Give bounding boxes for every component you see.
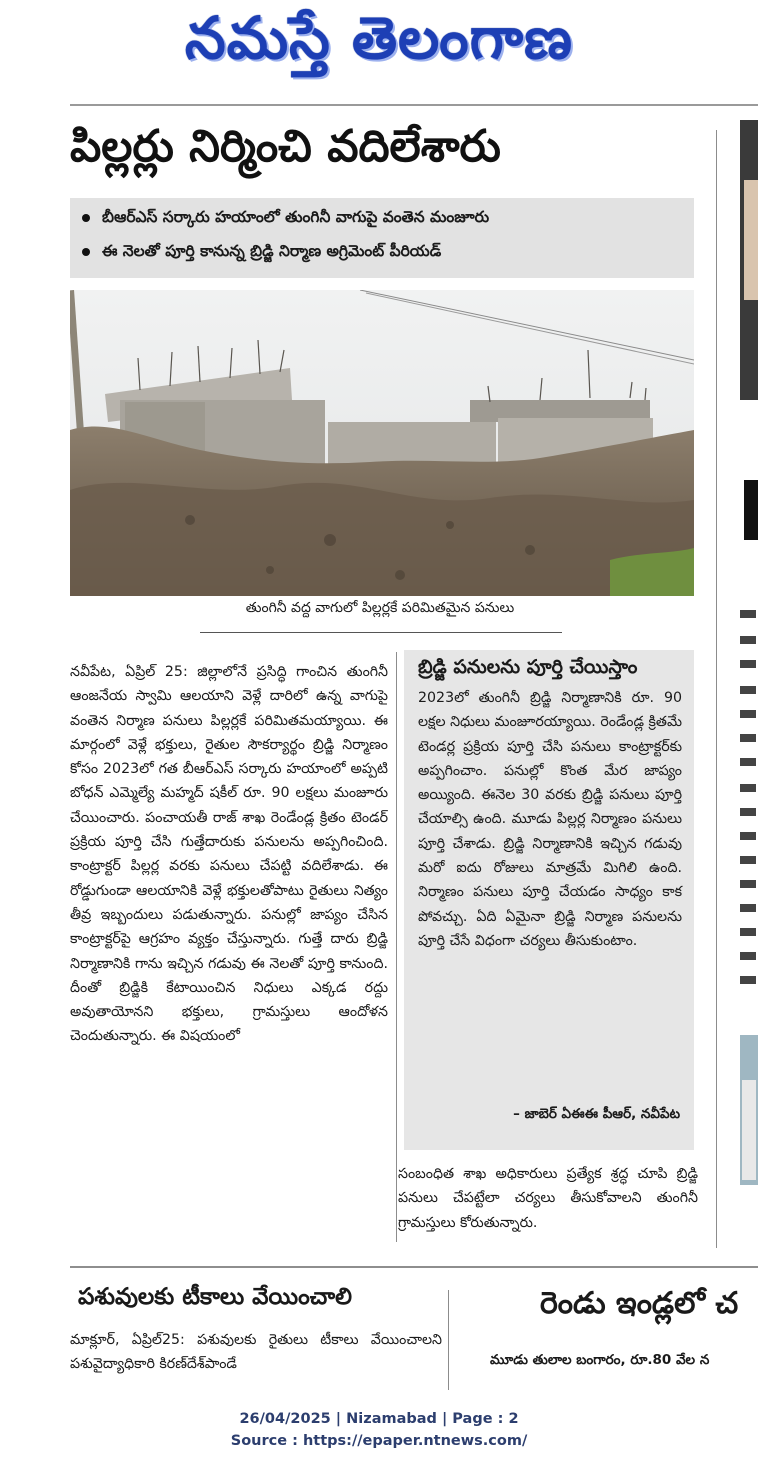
article-body: నవీపేట, ఏప్రిల్ 25: జిల్లాలోనే ప్రసిద్ధి గాంచిన తుంగినీ ఆంజనేయ స్వామి ఆలయాని వెళ్లే దారిలో ఉన్న వాగుపై వంతెన నిర్మాణ పనులు పిల్లర్లకే పరిమితమయ్యాయి. ఈ మార్గంలో వెళ్లే భక్తులు, రైతుల సౌకర్యార్థం బ్రిడ్జి నిర్మాణం కోసం 2023లో గత బీఆర్ఎస్ సర్కారు హయాంలో అప్పటి బోధన్ ఎమ్మెల్యే మహ్మద్ షకీల్ రూ. 90 లక్షలు మంజూరు చేయించారు. పంచాయతీ రాజ్ శాఖ రెండేండ్ల క్రితం టెండర్ ప్రక్రియ పూర్తి చేసి గుత్తేదారుకు పనులను అప్పగించింది. కాంట్రాక్టర్ పిల్లర్ల వరకు పనులు చేపట్టి వదిలేశాడు. ఈ రోడ్డుగుండా ఆలయానికి వెళ్లే భక్తులతోపాటు రైతులు నిత్యం తీవ్ర ఇబ్బందులు పడుతున్నారు. పనుల్లో జాప్యం చేసిన కాంట్రాక్టర్‌పై ఆగ్రహం వ్యక్తం చేస్తున్నారు. గుత్తే దారు బ్రిడ్జి నిర్మాణానికి గాను ఇచ్చిన గడువు ఈ నెలతో పూర్తి కానుంది. దీంతో బ్రిడ్జికి కేటాయించిన నిధులు ఎక్కడ రద్దు అవుతాయోనని భక్తులు, గ్రామస్తులు ఆందోళన చెందుతున్నారు. ఈ విషయంలో — [70, 664, 388, 1045]
bullet-text: ఈ నెలతో పూర్తి కానున్న బ్రిడ్జి నిర్మాణ అగ్రిమెంట్ పీరియడ్ — [102, 242, 442, 260]
column-divider — [396, 652, 397, 1242]
quote-box-title: బ్రిడ్జి పనులను పూర్తి చేయిస్తాం — [418, 656, 638, 678]
story3-headline: రెండు ఇండ్లలో చ — [540, 1286, 739, 1321]
quote-credit: – జాబెర్ ఏఈఈ పీఆర్, నవీపేట — [513, 1106, 680, 1122]
quote-box — [404, 650, 694, 1150]
highlight-bullets — [70, 198, 694, 278]
story3-subline: మూడు తులాల బంగారం, రూ.80 వేల న — [490, 1352, 710, 1368]
bridge-pillars-image — [70, 290, 694, 596]
masthead-title: నమస్తే తెలంగాణ — [185, 4, 573, 72]
section-divider — [70, 1266, 758, 1268]
page-footer — [0, 1408, 758, 1452]
adjacent-article-strip — [718, 120, 758, 1224]
bullet-dot-icon — [82, 248, 90, 256]
column-divider — [716, 130, 717, 1248]
article-continuation: సంబంధిత శాఖ అధికారులు ప్రత్యేక శ్రద్ధ చూపి బ్రిడ్జి పనులు చేపట్టేలా చర్యలు తీసుకోవాలని తుంగినీ గ్రామస్తులు కోరుతున్నారు. — [398, 1166, 698, 1231]
article-headline: పిల్లర్లు నిర్మించి వదిలేశారు — [70, 121, 501, 172]
column-divider — [448, 1290, 449, 1390]
masthead-divider — [70, 104, 758, 106]
footer-source-link[interactable]: Source : https://epaper.ntnews.com/ — [230, 1433, 528, 1449]
adjacent-photo-fragments — [718, 120, 758, 1220]
newspaper-masthead — [0, 0, 758, 96]
story2-headline: పశువులకు టీకాలు వేయించాలి — [78, 1284, 352, 1310]
article-photo — [70, 290, 694, 596]
photo-caption: తుంగినీ వద్ద వాగులో పిల్లర్లకే పరిమితమైన పనులు — [245, 600, 515, 616]
bullet-item — [82, 242, 441, 264]
caption-underline — [200, 632, 562, 633]
bullet-text: బీఆర్ఎస్ సర్కారు హయాంలో తుంగినీ వాగుపై వంతెన మంజూరు — [102, 208, 490, 226]
story2-body: మాక్లూర్, ఏప్రిల్25: పశువులకు రైతులు టీకాలు వేయించాలని పశువైద్యాధికారి కిరణ్‌దేశ్‌పాండే — [70, 1332, 442, 1372]
footer-edition-info: 26/04/2025 | Nizamabad | Page : 2 — [239, 1411, 519, 1427]
quote-box-body: 2023లో తుంగినీ బ్రిడ్జి నిర్మాణానికి రూ. 90 లక్షల నిధులు మంజూరయ్యాయి. రెండేండ్ల క్రితమే టెండర్ల ప్రక్రియ పూర్తి చేసి పనులు కాంట్రాక్టర్‌కు అప్పగించాం. పనుల్లో కొంత మేర జాప్యం అయ్యింది. ఈనెల 30 వరకు బ్రిడ్జి పనులు పూర్తి చేయాల్సి ఉంది. మూడు పిల్లర్ల నిర్మాణం పనులు పూర్తి చేశాడు. బ్రిడ్జి నిర్మాణానికి ఇచ్చిన గడువు మరో ఐదు రోజులు మాత్రమే మిగిలి ఉంది. నిర్మాణం పనులు పూర్తి చేయడం సాధ్యం కాక పోవచ్చు. ఏది ఏమైనా బ్రిడ్జి నిర్మాణ పనులను పూర్తి చేసే విధంగా చర్యలు తీసుకుంటాం. — [418, 690, 682, 949]
bullet-item — [82, 208, 489, 230]
bullet-dot-icon — [82, 214, 90, 222]
